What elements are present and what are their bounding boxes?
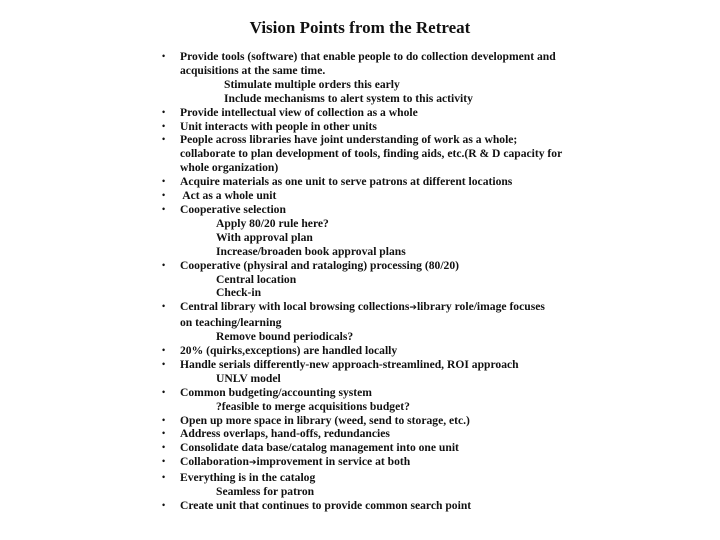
item-text: [180, 455, 580, 471]
item-text: Consolidate data base/catalog management into one unit: [180, 441, 459, 455]
bullet-icon: •: [162, 120, 166, 131]
item-text: 20% (quirks,exceptions) are handled locally: [180, 344, 398, 358]
list-item: [0, 203, 580, 259]
item-text: Provide tools (software) that enable people to do collection development and: [180, 50, 556, 63]
item-text: whole organization): [180, 161, 279, 175]
item-text-part: library role/image focuses: [416, 300, 545, 314]
item-text-part: Central library with local browsing collections: [180, 300, 410, 314]
bullet-icon: •: [162, 428, 166, 439]
list-item: [0, 344, 580, 358]
bullet-icon: •: [162, 442, 166, 453]
item-text: Cooperative (physiral and rataloging) processing (80/20): [180, 258, 459, 272]
item-text: Open up more space in library (weed, send to storage, etc.): [180, 413, 470, 427]
list-item: [0, 358, 580, 386]
item-text: Handle serials differently-new approach-streamlined, ROI approach: [180, 357, 519, 371]
list-item: [0, 120, 580, 134]
sub-item-text: Increase/broaden book approval plans: [216, 244, 406, 258]
list-item: [0, 499, 580, 513]
item-text: on teaching/learning: [180, 316, 282, 330]
bullet-icon: •: [162, 500, 166, 510]
arrow-right-icon: ➔: [248, 458, 257, 469]
arrow-right-icon: ➔: [409, 303, 417, 314]
sub-item-text: With approval plan: [216, 230, 313, 244]
bullet-icon: •: [162, 51, 166, 61]
vision-points-list: [0, 50, 720, 513]
list-item: [0, 106, 580, 120]
bullet-icon: •: [162, 456, 166, 467]
bullet-icon: •: [162, 259, 166, 270]
bullet-icon: •: [162, 106, 166, 117]
item-text: Everything is in the catalog: [180, 471, 316, 485]
sub-item-text: ?feasible to merge acquisitions budget?: [216, 399, 410, 413]
item-text: Common budgeting/accounting system: [180, 385, 372, 399]
item-text: Cooperative selection: [180, 202, 286, 216]
sub-item-text: Remove bound periodicals?: [216, 330, 354, 344]
item-text: Address overlaps, hand-offs, redundancies: [180, 427, 390, 441]
list-item: [0, 414, 580, 428]
list-item: [0, 133, 580, 175]
item-text: collaborate to plan development of tools, finding aids, etc.(R & D capacity for: [180, 147, 563, 161]
item-text: Unit interacts with people in other units: [180, 119, 377, 133]
list-item: [0, 259, 580, 301]
bullet-icon: •: [162, 386, 166, 397]
bullet-icon: •: [162, 414, 166, 425]
item-text-part: improvement in service at both: [256, 455, 411, 469]
page-title: Vision Points from the Retreat: [249, 18, 471, 37]
bullet-icon: •: [162, 203, 166, 214]
item-text-part: Collaboration: [180, 455, 249, 469]
bullet-icon: •: [162, 190, 166, 201]
sub-item-text: Central location: [216, 272, 297, 286]
item-text: Acquire materials as one unit to serve patrons at different locations: [180, 175, 513, 189]
sub-item-text: Seamless for patron: [216, 485, 315, 499]
bullet-icon: •: [162, 345, 166, 356]
list-item: [0, 427, 580, 441]
bullet-icon: •: [162, 176, 166, 187]
list-item: [0, 50, 580, 106]
list-item: [0, 189, 580, 203]
list-item: [0, 300, 580, 344]
sub-item-text: Include mechanisms to alert system to this activity: [224, 91, 473, 105]
item-text: Act as a whole unit: [180, 189, 277, 203]
list-item: [0, 441, 580, 455]
bullet-icon: •: [162, 134, 166, 145]
item-text: [180, 300, 580, 316]
sub-item-text: Apply 80/20 rule here?: [216, 216, 329, 230]
item-text: acquisitions at the same time.: [180, 63, 326, 77]
list-item: [0, 175, 580, 189]
bullet-icon: •: [162, 301, 166, 312]
sub-item-text: UNLV model: [216, 371, 281, 385]
sub-item-text: Stimulate multiple orders this early: [224, 77, 400, 91]
item-text: Create unit that continues to provide common search point: [180, 499, 472, 512]
list-item: [0, 455, 580, 471]
sub-item-text: Check-in: [216, 286, 262, 300]
list-item: [0, 386, 580, 414]
bullet-icon: •: [162, 358, 166, 369]
item-text: People across libraries have joint understanding of work as a whole;: [180, 133, 518, 147]
list-item: [0, 471, 580, 499]
item-text: Provide intellectual view of collection as a whole: [180, 105, 418, 119]
bullet-icon: •: [162, 472, 166, 483]
